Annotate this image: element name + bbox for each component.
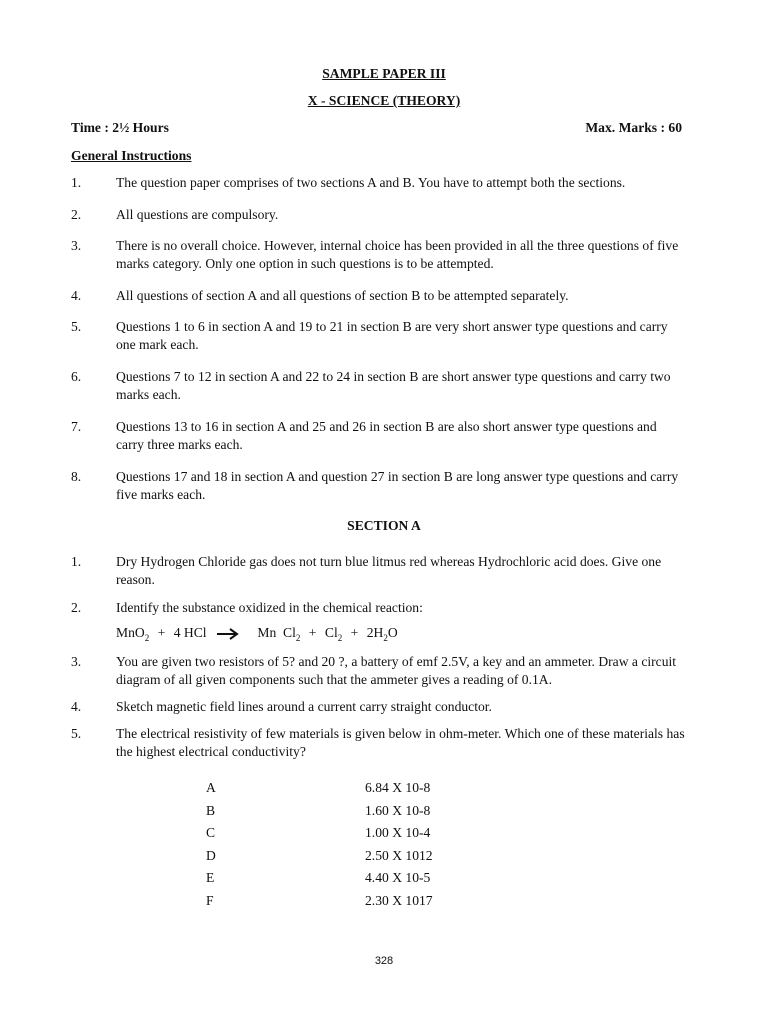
equation-term: MnO2 — [116, 625, 150, 643]
question-text: Dry Hydrogen Chloride gas does not turn blue litmus red whereas Hydrochloric acid does. Give one reason. — [116, 554, 662, 587]
section-heading: SECTION A — [347, 518, 421, 533]
plus-sign: + — [157, 625, 166, 640]
table-row-value: 4.40 X 10-5 — [365, 870, 431, 885]
instruction-text: All questions of section A and all questions of section B to be attempted separately. — [116, 288, 569, 303]
instruction-text: Questions 1 to 6 in section A and 19 to 21 in section B are very short answer type questions and carry one mark each. — [116, 319, 668, 352]
question-number: 3. — [71, 654, 82, 669]
plus-sign: + — [350, 625, 359, 640]
question-text: You are given two resistors of 5? and 20 ?, a battery of emf 2.5V, a key and an ammeter. Draw a circuit diagram of all given components such that the ammeter gives a reading of 0.1A. — [116, 654, 677, 687]
instruction-text: Questions 13 to 16 in section A and 25 and 26 in section B are also short answer type questions and carry three marks each. — [116, 419, 657, 452]
instruction-number: 1. — [71, 175, 82, 190]
instruction-number: 4. — [71, 288, 82, 303]
instruction-text: Questions 17 and 18 in section A and question 27 in section B are long answer type questions and carry five marks each. — [116, 469, 679, 502]
page-number: 328 — [374, 955, 394, 967]
instruction-number: 3. — [71, 238, 82, 253]
plus-sign: + — [308, 625, 317, 640]
question-text: Sketch magnetic field lines around a current carry straight conductor. — [116, 699, 492, 714]
table-row-label: D — [206, 848, 216, 863]
table-row-label: E — [206, 870, 215, 885]
table-row-label: A — [206, 780, 216, 795]
table-row-value: 1.60 X 10-8 — [365, 803, 431, 818]
instructions-heading: General Instructions — [71, 148, 192, 163]
instruction-text: Questions 7 to 12 in section A and 22 to 24 in section B are short answer type questions and carry two marks each. — [116, 369, 671, 402]
instruction-number: 2. — [71, 207, 82, 222]
table-row-value: 1.00 X 10-4 — [365, 825, 431, 840]
chemical-equation — [116, 625, 398, 641]
question-number: 2. — [71, 600, 82, 615]
instruction-number: 8. — [71, 469, 82, 484]
time-allowed: Time : 2½ Hours — [71, 120, 169, 135]
equation-term: Cl2 — [324, 625, 343, 643]
instruction-number: 7. — [71, 419, 82, 434]
question-number: 5. — [71, 726, 82, 741]
equation-term: 4 HCl — [173, 625, 207, 640]
paper-subtitle: X - SCIENCE (THEORY) — [307, 93, 461, 108]
table-row-label: C — [206, 825, 216, 840]
table-row-value: 2.50 X 1012 — [365, 848, 433, 863]
equation-term: Mn Cl2 — [257, 625, 301, 643]
paper-title: SAMPLE PAPER III — [322, 66, 446, 81]
instruction-text: All questions are compulsory. — [116, 207, 279, 222]
reaction-arrow-icon — [216, 628, 240, 640]
instruction-text: The question paper comprises of two sections A and B. You have to attempt both the sections. — [116, 175, 626, 190]
equation-term: 2H2O — [366, 625, 398, 643]
question-number: 4. — [71, 699, 82, 714]
question-text: The electrical resistivity of few materials is given below in ohm-meter. Which one of these materials has the highest electrical conductivity? — [116, 726, 685, 759]
table-row-label: F — [206, 893, 214, 908]
question-text: Identify the substance oxidized in the chemical reaction: — [116, 600, 423, 615]
instruction-text: There is no overall choice. However, internal choice has been provided in all the three questions of five marks category. Only one option in such questions is to be attempted. — [116, 238, 679, 271]
table-row-value: 6.84 X 10-8 — [365, 780, 431, 795]
max-marks: Max. Marks : 60 — [585, 120, 682, 135]
question-number: 1. — [71, 554, 82, 569]
instruction-number: 5. — [71, 319, 82, 334]
instruction-number: 6. — [71, 369, 82, 384]
table-row-label: B — [206, 803, 216, 818]
table-row-value: 2.30 X 1017 — [365, 893, 433, 908]
